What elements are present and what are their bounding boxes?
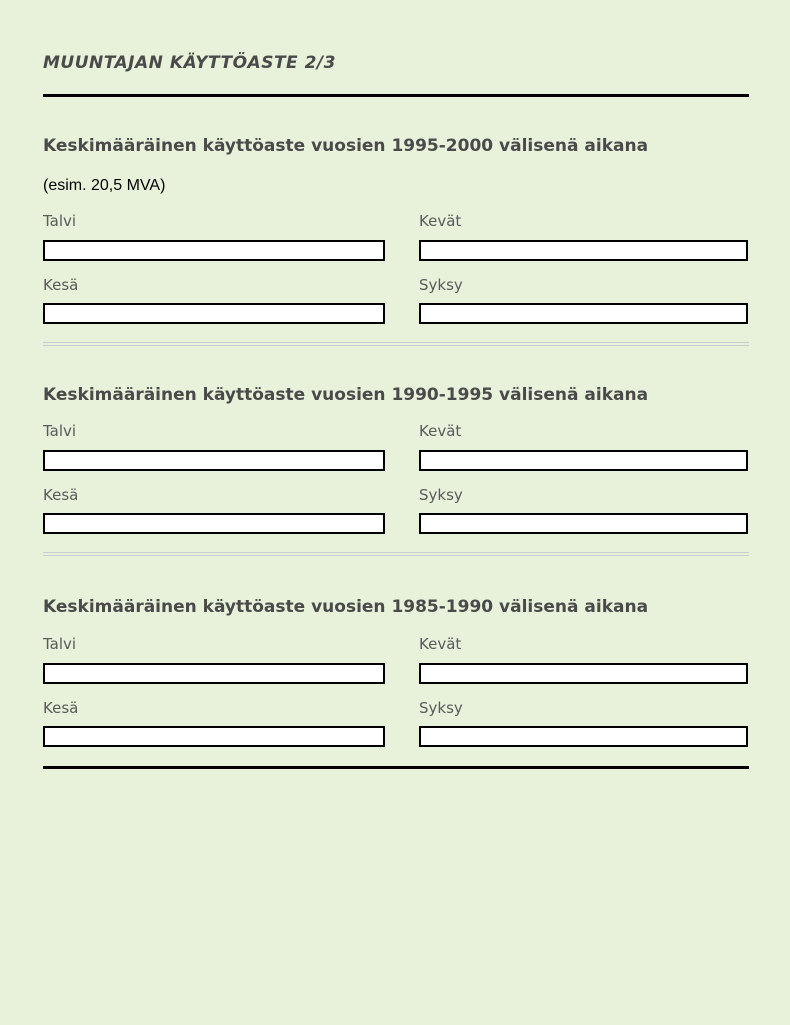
page-title: MUUNTAJAN KÄYTTÖASTE 2/3 bbox=[43, 53, 336, 73]
kevat-label: Kevät bbox=[419, 422, 462, 440]
talvi-input-1985-1990[interactable] bbox=[43, 663, 385, 684]
kesa-label: Kesä bbox=[43, 486, 79, 504]
header-divider bbox=[43, 94, 749, 97]
talvi-label: Talvi bbox=[43, 212, 77, 230]
section-hint: (esim. 20,5 MVA) bbox=[43, 177, 166, 194]
talvi-label: Talvi bbox=[43, 422, 77, 440]
talvi-input-1995-2000[interactable] bbox=[43, 240, 385, 261]
section-separator bbox=[43, 552, 749, 556]
kesa-input-1990-1995[interactable] bbox=[43, 513, 385, 534]
kesa-label: Kesä bbox=[43, 699, 79, 717]
kevat-label: Kevät bbox=[419, 635, 462, 653]
kesa-input-1995-2000[interactable] bbox=[43, 303, 385, 324]
syksy-input-1995-2000[interactable] bbox=[419, 303, 748, 324]
kevat-input-1985-1990[interactable] bbox=[419, 663, 748, 684]
section-heading-1985-1990: Keskimääräinen käyttöaste vuosien 1985-1990 välisenä aikana bbox=[43, 597, 649, 617]
talvi-input-1990-1995[interactable] bbox=[43, 450, 385, 471]
syksy-label: Syksy bbox=[419, 276, 463, 294]
section-heading-1990-1995: Keskimääräinen käyttöaste vuosien 1990-1995 välisenä aikana bbox=[43, 385, 649, 405]
talvi-label: Talvi bbox=[43, 635, 77, 653]
syksy-input-1985-1990[interactable] bbox=[419, 726, 748, 747]
kesa-label: Kesä bbox=[43, 276, 79, 294]
kevat-label: Kevät bbox=[419, 212, 462, 230]
section-heading-1995-2000: Keskimääräinen käyttöaste vuosien 1995-2000 välisenä aikana bbox=[43, 136, 649, 156]
footer-divider bbox=[43, 766, 749, 769]
kevat-input-1990-1995[interactable] bbox=[419, 450, 748, 471]
kesa-input-1985-1990[interactable] bbox=[43, 726, 385, 747]
syksy-label: Syksy bbox=[419, 699, 463, 717]
syksy-input-1990-1995[interactable] bbox=[419, 513, 748, 534]
syksy-label: Syksy bbox=[419, 486, 463, 504]
section-separator bbox=[43, 342, 749, 346]
kevat-input-1995-2000[interactable] bbox=[419, 240, 748, 261]
